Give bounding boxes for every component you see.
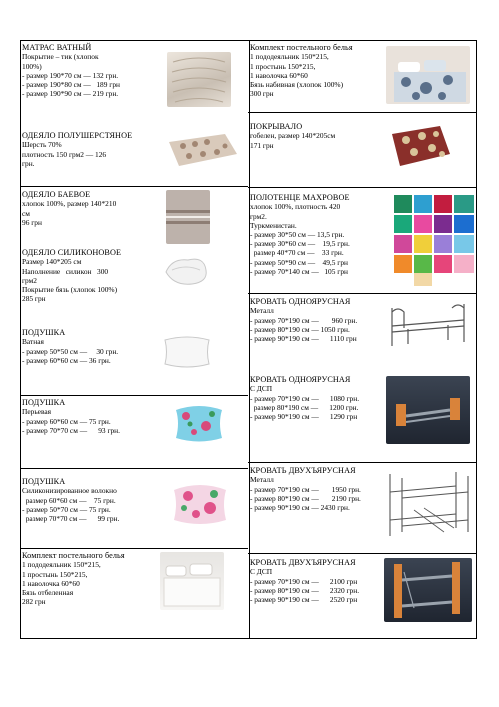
product-detail: 100%) bbox=[22, 61, 42, 71]
product-price: - размер 50*70 см — 75 грн. bbox=[22, 504, 111, 514]
product-price: - размер 60*60 см — 36 грн. bbox=[22, 355, 111, 365]
bunk-bed-chipboard-image bbox=[384, 558, 472, 622]
bunk-bed-metal-image bbox=[384, 470, 474, 540]
product-title: КРОВАТЬ ДВУХЪЯРУСНАЯ bbox=[250, 466, 356, 475]
bedspread-image bbox=[390, 124, 452, 168]
product-detail: Силиконизированное волокно bbox=[22, 486, 117, 496]
product-detail: 1 простынь 150*215, bbox=[250, 61, 316, 71]
product-detail: 1 пододеяльник 150*215, bbox=[250, 52, 329, 62]
divider bbox=[20, 395, 248, 396]
product-mattress bbox=[22, 43, 162, 98]
divider bbox=[20, 468, 248, 469]
product-price: - размер 80*190 см — 2190 грн. bbox=[250, 493, 361, 503]
product-price: - размер 70*190 см — 960 грн. bbox=[250, 315, 358, 325]
price-list-page bbox=[20, 40, 477, 638]
divider bbox=[248, 553, 477, 554]
product-price: размер 70*70 см — 99 грн. bbox=[22, 514, 120, 524]
product-bunk-bed-metal bbox=[250, 466, 400, 512]
product-feather-pillow bbox=[22, 398, 172, 435]
product-detail: Ватная bbox=[22, 337, 44, 347]
divider bbox=[20, 186, 248, 187]
product-detail: Перьевая bbox=[22, 407, 52, 417]
cotton-pillow-image bbox=[162, 332, 212, 372]
product-title: КРОВАТЬ ОДНОЯРУСНАЯ bbox=[250, 297, 351, 306]
product-title: КРОВАТЬ ОДНОЯРУСНАЯ bbox=[250, 375, 351, 384]
product-price: 300 грн bbox=[250, 89, 274, 99]
product-bedspread bbox=[250, 122, 400, 150]
product-detail: хлопок 100%, плотность 420 bbox=[250, 202, 341, 212]
product-price: - размер 70*190 см — 2100 грн bbox=[250, 576, 358, 586]
product-detail: грм2 bbox=[22, 275, 37, 285]
wool-blanket-image bbox=[165, 132, 239, 168]
product-title: ПОДУШКА bbox=[22, 328, 66, 337]
product-price: - размер 190*70 см — 132 грн. bbox=[22, 70, 119, 80]
product-price: - размер 190*80 см — 189 грн bbox=[22, 80, 120, 90]
product-printed-bedding bbox=[250, 43, 400, 98]
product-detail: грм2. bbox=[250, 211, 267, 221]
product-bunk-bed-chipboard bbox=[250, 558, 400, 604]
flannel-blanket-image bbox=[166, 190, 210, 244]
product-price: - размер 90*190 см — 1290 грн bbox=[250, 412, 358, 422]
product-detail: 1 пододеяльник 150*215, bbox=[22, 560, 101, 570]
product-price: - размер 90*190 см — 2430 грн. bbox=[250, 503, 350, 513]
single-bed-metal-image bbox=[388, 298, 468, 354]
divider bbox=[248, 187, 477, 188]
product-price: - размер 90*190 см — 1110 грн bbox=[250, 334, 357, 344]
product-title: ПОДУШКА bbox=[22, 398, 66, 407]
product-detail: Бязь набивная (хлопок 100%) bbox=[250, 80, 344, 90]
product-price: размер 80*190 см — 1200 грн. bbox=[250, 402, 359, 412]
product-detail: Покрытие бязь (хлопок 100%) bbox=[22, 285, 118, 295]
product-detail: Покрытие – тик (хлопок bbox=[22, 52, 99, 62]
divider bbox=[20, 548, 248, 549]
product-detail: Наполнение силикон 300 bbox=[22, 266, 109, 276]
product-price: размер 40*70 см — 33 грн. bbox=[250, 248, 344, 258]
product-price: - размер 70*190 см — 1080 грн. bbox=[250, 393, 360, 403]
product-detail: Металл bbox=[250, 306, 274, 316]
product-detail: С ДСП bbox=[250, 384, 273, 394]
silicone-pillow-image bbox=[170, 478, 230, 530]
product-price: - размер 80*190 см — 1050 грн. bbox=[250, 324, 350, 334]
feather-pillow-image bbox=[172, 400, 226, 446]
product-wool-blanket bbox=[22, 131, 172, 168]
product-price: - размер 30*60 см — 19,5 грн. bbox=[250, 239, 350, 249]
product-price: - размер 50*50 см — 30 грн. bbox=[22, 346, 119, 356]
divider bbox=[248, 112, 477, 113]
product-cotton-pillow bbox=[22, 328, 172, 365]
product-title: ПОДУШКА bbox=[22, 477, 66, 486]
product-price: размер 60*60 см — 75 грн. bbox=[22, 495, 116, 505]
product-silicone-blanket bbox=[22, 248, 172, 303]
product-price: плотность 150 грм2 — 126 bbox=[22, 149, 107, 159]
product-price: - размер 190*90 см — 219 грн. bbox=[22, 89, 119, 99]
product-price: - размер 70*70 см — 93 грн. bbox=[22, 425, 120, 435]
product-title: МАТРАС ВАТНЫЙ bbox=[22, 43, 92, 52]
product-price: - размер 90*190 см — 2520 грн bbox=[250, 595, 358, 605]
product-price: - размер 70*190 см — 1950 грн. bbox=[250, 484, 361, 494]
product-title: ОДЕЯЛО ПОЛУШЕРСТЯНОЕ bbox=[22, 131, 133, 140]
mattress-image bbox=[167, 52, 231, 107]
product-title: КРОВАТЬ ДВУХЪЯРУСНАЯ bbox=[250, 558, 356, 567]
product-price: - размер 60*60 см — 75 грн. bbox=[22, 416, 111, 426]
product-detail: С ДСП bbox=[250, 567, 273, 577]
product-price: - размер 30*50 см — 13,5 грн. bbox=[250, 230, 345, 240]
product-silicone-pillow bbox=[22, 477, 172, 523]
product-single-bed-chipboard bbox=[250, 375, 400, 421]
white-bedding-image bbox=[160, 552, 224, 610]
product-detail: Бязь отбеленная bbox=[22, 588, 74, 598]
silicone-blanket-image bbox=[162, 252, 210, 288]
product-price: - размер 80*190 см — 2320 грн. bbox=[250, 585, 360, 595]
product-detail: 1 наволочка 60*60 bbox=[250, 70, 308, 80]
product-detail: Туркменистан. bbox=[250, 220, 297, 230]
single-bed-chipboard-image bbox=[386, 376, 470, 444]
divider bbox=[20, 40, 248, 41]
product-price: 282 грн bbox=[22, 597, 46, 607]
product-title: ПОЛОТЕНЦЕ МАХРОВОЕ bbox=[250, 193, 350, 202]
product-price: - размер 50*90 см — 49,5 грн bbox=[250, 257, 348, 267]
product-title: Комплект постельного белья bbox=[250, 43, 353, 52]
product-price: - размер 70*140 см — 105 грн bbox=[250, 266, 348, 276]
product-white-bedding bbox=[22, 551, 172, 606]
divider bbox=[248, 293, 477, 294]
product-detail: хлопок 100%, размер 140*210 bbox=[22, 199, 117, 209]
product-title: ОДЕЯЛО БАЕВОЕ bbox=[22, 190, 91, 199]
product-detail: Металл bbox=[250, 475, 274, 485]
product-title: ПОКРЫВАЛО bbox=[250, 122, 303, 131]
divider bbox=[248, 40, 477, 41]
product-single-bed-metal bbox=[250, 297, 400, 343]
product-flannel-blanket bbox=[22, 190, 172, 227]
product-detail: 1 наволочка 60*60 bbox=[22, 578, 80, 588]
product-price: 96 грн bbox=[22, 217, 42, 227]
product-price: грн. bbox=[22, 158, 35, 168]
divider bbox=[20, 638, 248, 639]
product-title: Комплект постельного белья bbox=[22, 551, 125, 560]
product-detail: см bbox=[22, 208, 30, 218]
product-detail: 1 простынь 150*215, bbox=[22, 569, 88, 579]
divider bbox=[248, 462, 477, 463]
product-detail: Шерсть 70% bbox=[22, 140, 62, 150]
printed-bedding-image bbox=[386, 46, 470, 104]
divider bbox=[248, 638, 477, 639]
product-price: 285 грн bbox=[22, 294, 46, 304]
product-towel bbox=[250, 193, 400, 276]
product-detail: Размер 140*205 см bbox=[22, 257, 82, 267]
product-price: 171 грн bbox=[250, 140, 274, 150]
product-detail: гобелен, размер 140*205см bbox=[250, 131, 336, 141]
towels-image bbox=[392, 193, 476, 288]
product-title: ОДЕЯЛО СИЛИКОНОВОЕ bbox=[22, 248, 122, 257]
